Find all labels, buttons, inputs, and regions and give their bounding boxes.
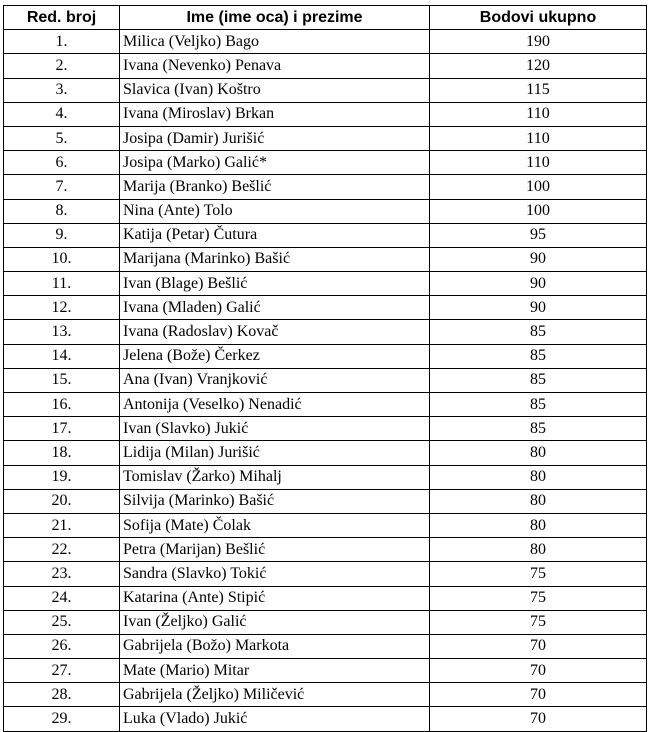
cell-ordinal: 21. — [4, 513, 120, 537]
cell-full-name: Ana (Ivan) Vranjković — [120, 368, 430, 392]
cell-points: 85 — [430, 320, 647, 344]
cell-ordinal: 20. — [4, 489, 120, 513]
cell-points: 75 — [430, 610, 647, 634]
table-row — [4, 707, 647, 731]
cell-ordinal: 3. — [4, 78, 120, 102]
cell-points: 95 — [430, 223, 647, 247]
cell-full-name: Ivana (Nevenko) Penava — [120, 54, 430, 78]
cell-full-name: Gabrijela (Božo) Markota — [120, 634, 430, 658]
cell-points: 110 — [430, 151, 647, 175]
table-row — [4, 417, 647, 441]
cell-full-name: Mate (Mario) Mitar — [120, 659, 430, 683]
cell-full-name: Lidija (Milan) Jurišić — [120, 441, 430, 465]
cell-full-name: Gabrijela (Željko) Miličević — [120, 683, 430, 707]
cell-ordinal: 23. — [4, 562, 120, 586]
table-row — [4, 54, 647, 78]
cell-ordinal: 10. — [4, 247, 120, 271]
cell-points: 120 — [430, 54, 647, 78]
table-row — [4, 368, 647, 392]
cell-full-name: Petra (Marijan) Bešlić — [120, 538, 430, 562]
cell-full-name: Nina (Ante) Tolo — [120, 199, 430, 223]
table-row — [4, 175, 647, 199]
cell-points: 75 — [430, 586, 647, 610]
cell-points: 70 — [430, 634, 647, 658]
cell-full-name: Katija (Petar) Čutura — [120, 223, 430, 247]
table-row — [4, 441, 647, 465]
cell-points: 70 — [430, 707, 647, 731]
cell-points: 85 — [430, 417, 647, 441]
cell-full-name: Josipa (Marko) Galić* — [120, 151, 430, 175]
cell-full-name: Tomislav (Žarko) Mihalj — [120, 465, 430, 489]
table-row — [4, 78, 647, 102]
cell-points: 110 — [430, 102, 647, 126]
table-row — [4, 610, 647, 634]
cell-points: 75 — [430, 562, 647, 586]
cell-ordinal: 4. — [4, 102, 120, 126]
cell-ordinal: 6. — [4, 151, 120, 175]
cell-full-name: Sandra (Slavko) Tokić — [120, 562, 430, 586]
cell-ordinal: 2. — [4, 54, 120, 78]
cell-ordinal: 14. — [4, 344, 120, 368]
header-total-points: Bodovi ukupno — [430, 6, 647, 30]
cell-ordinal: 11. — [4, 272, 120, 296]
table-header — [4, 6, 647, 30]
table-body — [4, 30, 647, 731]
cell-points: 115 — [430, 78, 647, 102]
cell-full-name: Marija (Branko) Bešlić — [120, 175, 430, 199]
cell-full-name: Sofija (Mate) Čolak — [120, 513, 430, 537]
cell-ordinal: 24. — [4, 586, 120, 610]
cell-points: 100 — [430, 199, 647, 223]
table-row — [4, 344, 647, 368]
cell-ordinal: 7. — [4, 175, 120, 199]
table-row — [4, 223, 647, 247]
cell-points: 90 — [430, 296, 647, 320]
table-row — [4, 489, 647, 513]
cell-points: 70 — [430, 683, 647, 707]
cell-ordinal: 19. — [4, 465, 120, 489]
table-row — [4, 683, 647, 707]
cell-full-name: Ivana (Radoslav) Kovač — [120, 320, 430, 344]
cell-full-name: Josipa (Damir) Jurišić — [120, 126, 430, 150]
table-row — [4, 272, 647, 296]
header-ordinal: Red. broj — [4, 6, 120, 30]
cell-full-name: Ivana (Miroslav) Brkan — [120, 102, 430, 126]
cell-points: 90 — [430, 272, 647, 296]
table-row — [4, 199, 647, 223]
table-row — [4, 296, 647, 320]
table-row — [4, 659, 647, 683]
cell-ordinal: 12. — [4, 296, 120, 320]
table-row — [4, 634, 647, 658]
cell-ordinal: 18. — [4, 441, 120, 465]
cell-ordinal: 28. — [4, 683, 120, 707]
cell-ordinal: 15. — [4, 368, 120, 392]
table-row — [4, 30, 647, 54]
cell-full-name: Slavica (Ivan) Koštro — [120, 78, 430, 102]
cell-ordinal: 25. — [4, 610, 120, 634]
table-row — [4, 586, 647, 610]
cell-points: 80 — [430, 513, 647, 537]
cell-full-name: Ivan (Blage) Bešlić — [120, 272, 430, 296]
cell-ordinal: 27. — [4, 659, 120, 683]
cell-full-name: Antonija (Veselko) Nenadić — [120, 393, 430, 417]
cell-full-name: Ivan (Slavko) Jukić — [120, 417, 430, 441]
table-row — [4, 465, 647, 489]
table-row — [4, 393, 647, 417]
cell-full-name: Luka (Vlado) Jukić — [120, 707, 430, 731]
cell-points: 85 — [430, 368, 647, 392]
cell-full-name: Milica (Veljko) Bago — [120, 30, 430, 54]
cell-full-name: Ivan (Željko) Galić — [120, 610, 430, 634]
table-row — [4, 562, 647, 586]
table-row — [4, 126, 647, 150]
results-table — [3, 5, 647, 732]
cell-points: 110 — [430, 126, 647, 150]
table-row — [4, 538, 647, 562]
cell-points: 190 — [430, 30, 647, 54]
cell-points: 85 — [430, 344, 647, 368]
cell-ordinal: 9. — [4, 223, 120, 247]
results-sheet — [3, 5, 647, 732]
table-row — [4, 513, 647, 537]
cell-full-name: Ivana (Mladen) Galić — [120, 296, 430, 320]
cell-points: 80 — [430, 489, 647, 513]
cell-points: 85 — [430, 393, 647, 417]
cell-points: 80 — [430, 441, 647, 465]
cell-ordinal: 8. — [4, 199, 120, 223]
cell-ordinal: 16. — [4, 393, 120, 417]
cell-full-name: Jelena (Bože) Čerkez — [120, 344, 430, 368]
cell-ordinal: 13. — [4, 320, 120, 344]
cell-ordinal: 5. — [4, 126, 120, 150]
header-full-name: Ime (ime oca) i prezime — [120, 6, 430, 30]
cell-full-name: Katarina (Ante) Stipić — [120, 586, 430, 610]
cell-points: 80 — [430, 538, 647, 562]
table-row — [4, 247, 647, 271]
cell-points: 90 — [430, 247, 647, 271]
cell-full-name: Marijana (Marinko) Bašić — [120, 247, 430, 271]
cell-ordinal: 29. — [4, 707, 120, 731]
cell-ordinal: 22. — [4, 538, 120, 562]
table-row — [4, 151, 647, 175]
cell-ordinal: 17. — [4, 417, 120, 441]
cell-ordinal: 1. — [4, 30, 120, 54]
cell-points: 70 — [430, 659, 647, 683]
cell-points: 100 — [430, 175, 647, 199]
table-row — [4, 320, 647, 344]
cell-points: 80 — [430, 465, 647, 489]
header-row — [4, 6, 647, 30]
table-row — [4, 102, 647, 126]
cell-full-name: Silvija (Marinko) Bašić — [120, 489, 430, 513]
cell-ordinal: 26. — [4, 634, 120, 658]
